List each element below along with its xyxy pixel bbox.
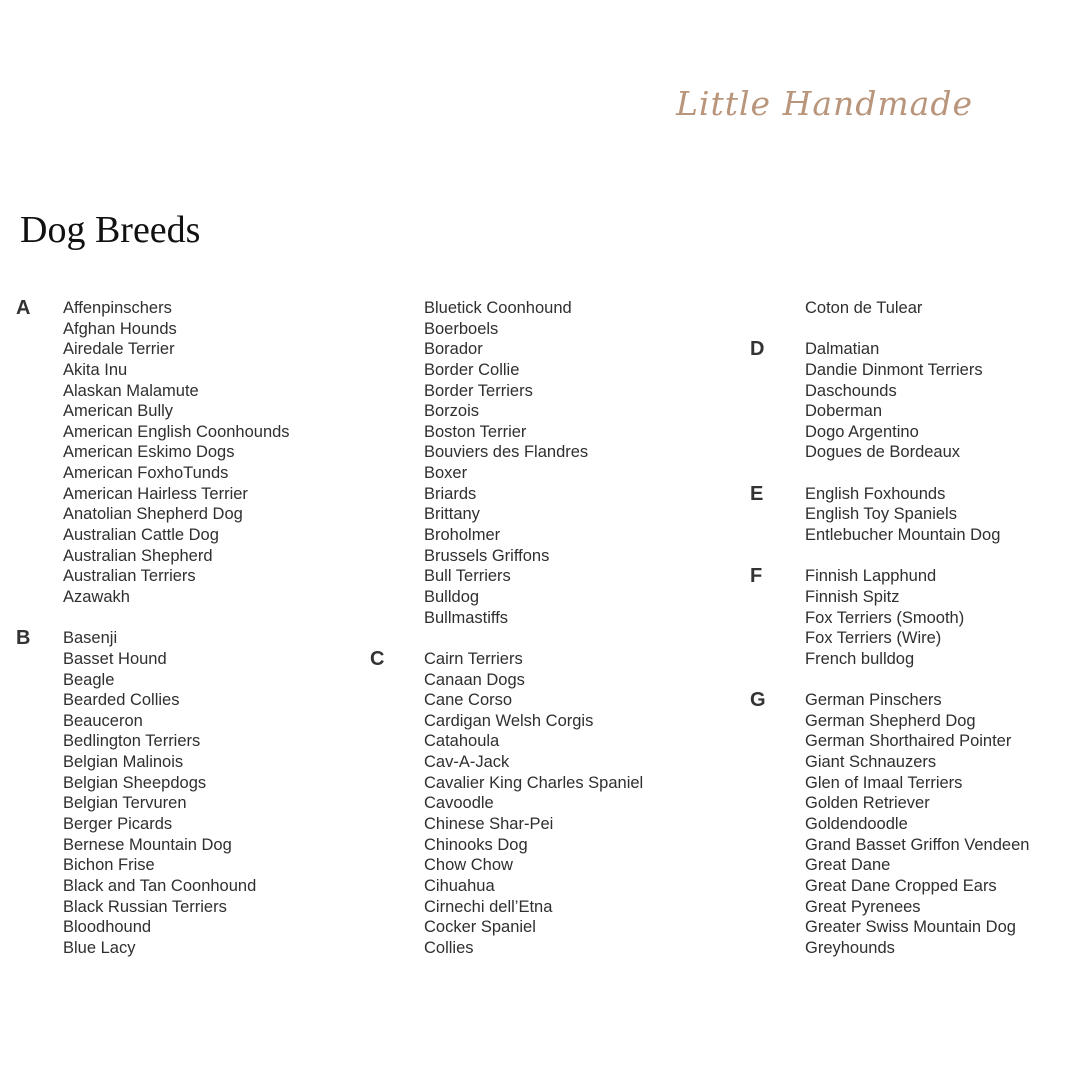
breed-item: Chinooks Dog [424, 835, 528, 854]
breed-list-c-continued [805, 298, 1029, 319]
breed-item: Briards [424, 484, 477, 503]
breed-item: Collies [424, 938, 474, 957]
breed-item: Basset Hound [63, 649, 167, 668]
breed-item: Cavoodle [424, 794, 494, 813]
breed-item: German Shepherd Dog [805, 711, 976, 730]
breed-item: Entlebucher Mountain Dog [805, 526, 1001, 545]
breed-item: Anatolian Shepherd Dog [63, 505, 243, 524]
breed-item: Boxer [424, 464, 468, 483]
breed-item: American English Coonhounds [63, 422, 290, 441]
breed-item: Cav-A-Jack [424, 753, 510, 772]
breed-item: Glen of Imaal Terriers [805, 773, 963, 792]
breed-item: Bulldog [424, 587, 480, 606]
breed-item: English Toy Spaniels [805, 505, 957, 524]
breed-item: Afghan Hounds [63, 319, 177, 338]
breed-item: Fox Terriers (Smooth) [805, 608, 965, 627]
breed-item: Daschounds [805, 381, 897, 400]
breed-item: Cane Corso [424, 691, 513, 710]
breed-item: Alaskan Malamute [63, 381, 199, 400]
breed-item: Bullmastiffs [424, 608, 509, 627]
group-g [750, 690, 1029, 958]
breed-column-2 [370, 298, 643, 959]
breed-item: Basenji [63, 629, 118, 648]
breed-item: Coton de Tulear [805, 299, 923, 317]
breed-item: American Bully [63, 402, 174, 421]
breed-item: Giant Schnauzers [805, 753, 937, 772]
breed-item: Border Collie [424, 360, 520, 379]
breed-item: Dogo Argentino [805, 422, 919, 441]
breed-item: Canaan Dogs [424, 670, 525, 689]
group-letter-g: G [750, 689, 766, 712]
group-c [370, 649, 643, 959]
breed-item: Blue Lacy [63, 938, 136, 957]
breed-item: Chinese Shar-Pei [424, 815, 554, 834]
breed-item: Great Dane Cropped Ears [805, 876, 997, 895]
group-c-continued [750, 298, 1029, 319]
breed-list-c [424, 649, 643, 959]
breed-item: Berger Picards [63, 815, 173, 834]
breed-item: German Shorthaired Pointer [805, 732, 1012, 751]
breed-item: Cirnechi dell’Etna [424, 897, 553, 916]
group-letter-a: A [16, 297, 31, 319]
breed-item: Belgian Sheepdogs [63, 773, 207, 792]
breed-item: Border Terriers [424, 381, 533, 400]
breed-item: Bearded Collies [63, 691, 180, 710]
breed-list-b-continued [424, 298, 643, 628]
breed-item: American FoxhoTunds [63, 464, 229, 483]
breed-item: Grand Basset Griffon Vendeen [805, 835, 1030, 854]
breed-item: American Eskimo Dogs [63, 443, 235, 462]
breed-item: Azawakh [63, 587, 130, 606]
breed-item: Bichon Frise [63, 856, 155, 875]
breed-item: Cavalier King Charles Spaniel [424, 773, 644, 792]
group-b [16, 628, 290, 958]
breed-item: Australian Cattle Dog [63, 526, 219, 545]
breed-item: French bulldog [805, 649, 915, 668]
breed-item: German Pinschers [805, 691, 942, 710]
breed-item: Cairn Terriers [424, 649, 523, 668]
breed-item: Greater Swiss Mountain Dog [805, 918, 1016, 937]
group-d [750, 339, 1029, 463]
group-b-continued [370, 298, 643, 628]
breed-item: Borador [424, 340, 483, 359]
breed-item: Golden Retriever [805, 794, 930, 813]
breed-item: Australian Shepherd [63, 546, 213, 565]
breed-item: Finnish Spitz [805, 587, 900, 606]
breed-item: Airedale Terrier [63, 340, 175, 359]
breed-column-1 [16, 298, 290, 959]
breed-item: Finnish Lapphund [805, 567, 937, 586]
breed-item: Greyhounds [805, 938, 895, 957]
breed-item: American Hairless Terrier [63, 484, 248, 503]
breed-list-f [805, 566, 1029, 669]
breed-item: Belgian Tervuren [63, 794, 187, 813]
breed-list-b [63, 628, 290, 958]
breed-list-g [805, 690, 1029, 958]
breed-item: Brussels Griffons [424, 546, 550, 565]
breed-item: Bouviers des Flandres [424, 443, 589, 462]
breed-list-a [63, 298, 290, 608]
breed-item: Black and Tan Coonhound [63, 876, 257, 895]
breed-item: Dogues de Bordeaux [805, 443, 961, 462]
group-letter-d: D [750, 338, 765, 361]
breed-item: Bull Terriers [424, 567, 511, 586]
group-letter-e: E [750, 482, 764, 505]
breed-item: Bloodhound [63, 918, 152, 937]
breed-item: Chow Chow [424, 856, 513, 875]
breed-item: Boston Terrier [424, 422, 527, 441]
breed-item: Bedlington Terriers [63, 732, 201, 751]
breed-item: Goldendoodle [805, 815, 908, 834]
group-e [750, 484, 1029, 546]
breed-item: Black Russian Terriers [63, 897, 227, 916]
breed-item: Cihuahua [424, 876, 495, 895]
group-f [750, 566, 1029, 669]
group-a [16, 298, 290, 608]
breed-item: Dalmatian [805, 340, 880, 359]
breed-item: English Foxhounds [805, 484, 946, 503]
breed-list-e [805, 484, 1029, 546]
breed-item: Beauceron [63, 711, 143, 730]
breed-item: Boerboels [424, 319, 499, 338]
breed-item: Cocker Spaniel [424, 918, 536, 937]
breed-item: Great Pyrenees [805, 897, 921, 916]
breed-item: Great Dane [805, 856, 891, 875]
breed-item: Australian Terriers [63, 567, 196, 586]
breed-item: Borzois [424, 402, 480, 421]
breed-item: Beagle [63, 670, 115, 689]
breed-item: Broholmer [424, 526, 501, 545]
breed-item: Bluetick Coonhound [424, 299, 572, 317]
breed-item: Catahoula [424, 732, 500, 751]
breed-item: Belgian Malinois [63, 753, 184, 772]
breed-item: Dandie Dinmont Terriers [805, 360, 983, 379]
breed-column-3 [750, 298, 1029, 959]
breed-item: Brittany [424, 505, 480, 524]
group-letter-f: F [750, 565, 763, 588]
breed-item: Fox Terriers (Wire) [805, 629, 942, 648]
group-letter-b: B [16, 627, 31, 650]
breed-item: Doberman [805, 402, 883, 421]
group-letter-c: C [370, 647, 385, 670]
page-title: Dog Breeds [20, 209, 201, 251]
breed-item: Cardigan Welsh Corgis [424, 711, 594, 730]
breed-list-d [805, 339, 1029, 463]
brand-logo: Little Handmade [676, 84, 974, 123]
breed-item: Bernese Mountain Dog [63, 835, 232, 854]
breed-item: Affenpinschers [63, 299, 172, 317]
breed-item: Akita Inu [63, 360, 128, 379]
